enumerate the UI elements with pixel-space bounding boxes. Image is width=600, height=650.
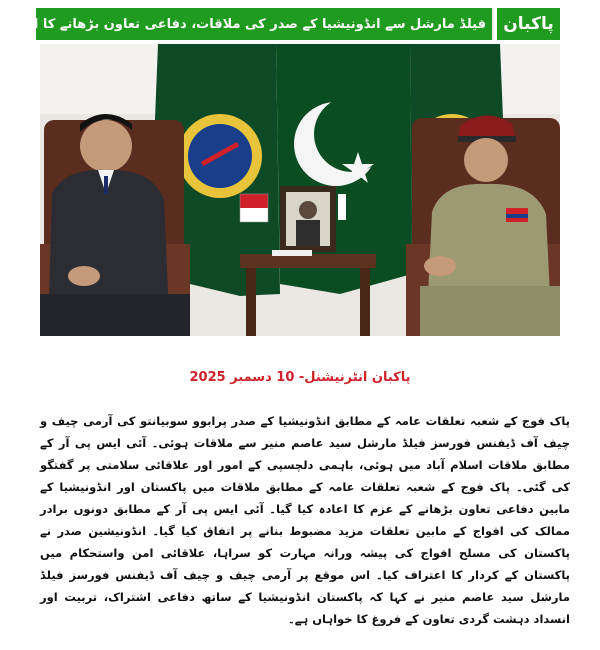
article-paragraph: پاک فوج کے شعبہ تعلقات عامہ کے مطابق انڈونیشیا کے صدر پرابوو سوبیانتو کی آرمی چیف و چیف آف ڈیفنس فورسز فیلڈ مارشل سید عاصم منیر سے ملاقات ہوئی۔ آئی ایس پی آر کے مطابق ملاقات اسلام آباد میں ہوئی، باہمی دلچسپی کے امور اور علاقائی سلامتی پر گفتگو کی گئی۔ پاک فوج کے شعبہ تعلقات عامہ کے مطابق ملاقات میں پاکستان اور انڈونیشیا کے مابین دفاعی تعاون بڑھانے کے عزم کا اعادہ کیا گیا۔ آئی ایس پی آر کے مطابق دونوں برادر ممالک کی افواج کے مابین تعلقات مزید مضبوط بنانے پر اتفاق کیا گیا۔ انڈونیشین صدر نے پاکستان کی مسلح افواج کی پیشہ ورانہ مہارت کو سراہا، علاقائی امن واستحکام میں پاکستان کے کردار کا اعتراف کیا۔ اس موقع پر آرمی چیف و چیف آف ڈیفنس فورسز فیلڈ مارشل سید عاصم منیر نے کہا کہ پاکستان انڈونیشیا کے ساتھ دفاعی اشتراک، تربیت اور انسداد دہشت گردی تعاون کے فروغ کا خواہاں ہے۔ [40, 414, 570, 626]
headline: فیلڈ مارشل سے انڈونیشیا کے صدر کی ملاقات، دفاعی تعاون بڑھانے کا اعادہ [5, 16, 486, 32]
brand-tag [494, 8, 560, 40]
side-table [240, 254, 376, 268]
headline-banner [5, 8, 492, 40]
indonesia-flag [240, 194, 268, 208]
small-pakistan-flag [346, 194, 372, 220]
dateline: پاکبان انٹرنیشنل- 10 دسمبر 2025 [189, 370, 411, 385]
meeting-photo-illustration [40, 44, 560, 336]
brand-tag-label: پاکبان [503, 14, 554, 34]
meeting-photo [40, 44, 560, 336]
header-bar [5, 8, 560, 40]
article-body [40, 410, 570, 630]
